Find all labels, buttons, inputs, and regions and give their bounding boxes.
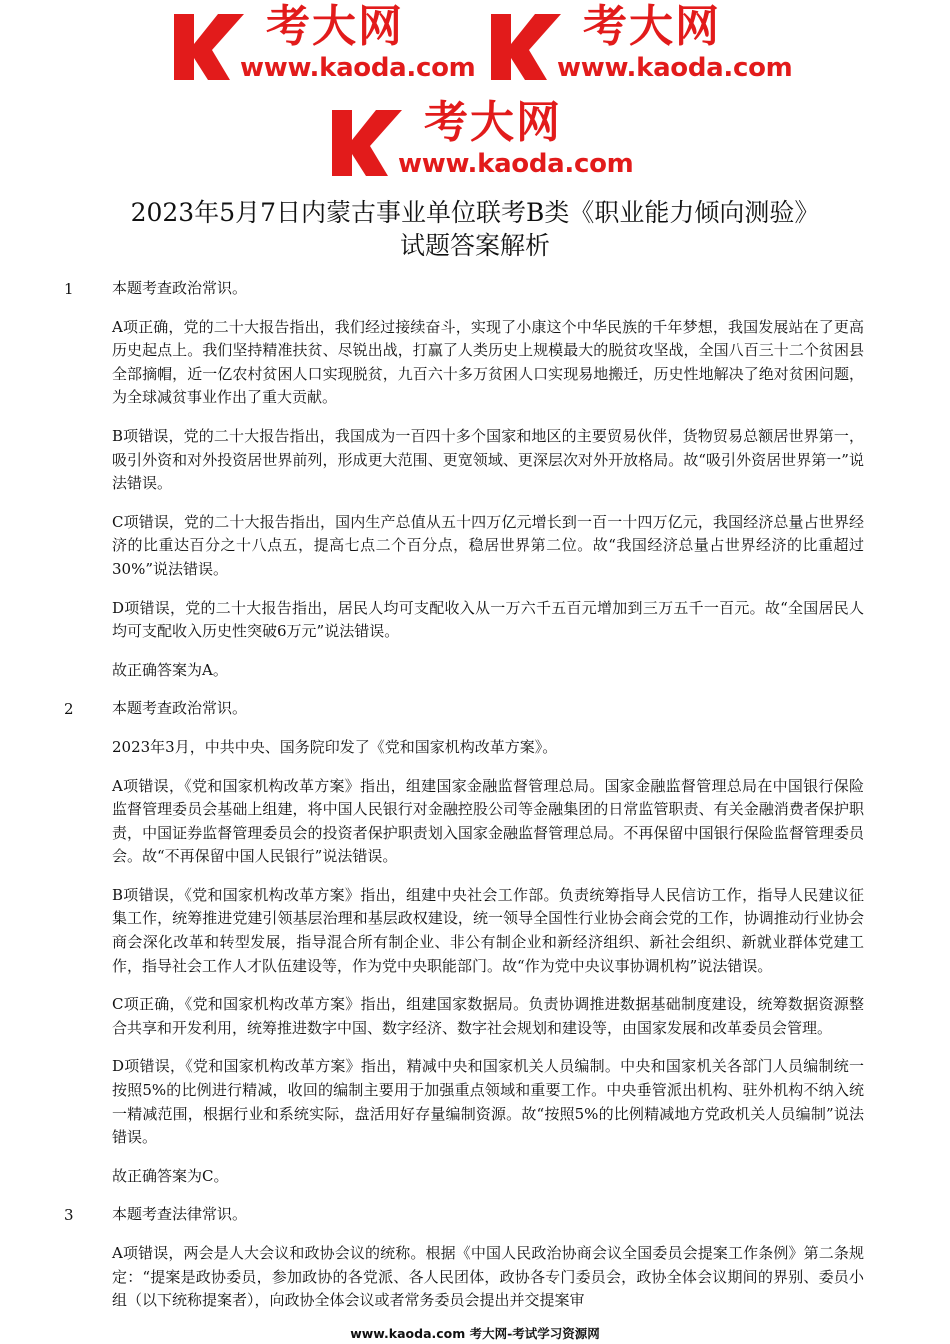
- document-subtitle: 试题答案解析: [399, 231, 550, 260]
- kaoda-logo: [330, 97, 634, 182]
- paragraph: D项错误，《党和国家机构改革方案》指出，精减中央和国家机关人员编制。中央和国家机关各部门人员编制统一按照5%的比例进行精减，收回的编制主要用于加强重点领域和重要工作。中央垂管派出机构、驻外机构不纳入统一精减范围，根据行业和系统实际，盘活用好存量编制资源。故“按照5%的比例精减地方党政机关人员编制”说法错误。: [112, 1057, 864, 1147]
- document-title: 2023年5月7日内蒙古事业单位联考B类《职业能力倾向测验》: [130, 198, 820, 227]
- paragraph: B项错误，党的二十大报告指出，我国成为一百四十多个国家和地区的主要贸易伙伴，货物贸易总额居世界第一，吸引外资和对外投资居世界前列，形成更大范围、更宽领域、更深层次对外开放格局。故“吸引外资居世界第一”说法错误。: [112, 426, 864, 493]
- kaoda-logo: [172, 1, 476, 86]
- paragraph: 故正确答案为A。: [112, 660, 228, 679]
- paragraph: D项错误，党的二十大报告指出，居民人均可支配收入从一万六千五百元增加到三万五千一百元。故“全国居民人均可支配收入历史性突破6万元”说法错误。: [112, 598, 864, 641]
- question-block: [0, 1203, 950, 1312]
- paragraph: 2023年3月，中共中央、国务院印发了《党和国家机构改革方案》。: [112, 737, 558, 756]
- logo-brand-name: 考大网: [266, 1, 404, 52]
- logo-brand-name: 考大网: [583, 1, 721, 52]
- logo-brand-url: www.kaoda.com: [398, 149, 634, 179]
- paragraph: 故正确答案为C。: [112, 1166, 229, 1185]
- question-block: [0, 697, 950, 1188]
- paragraph: A项错误，《党和国家机构改革方案》指出，组建国家金融监督管理总局。国家金融监督管理总局在中国银行保险监督管理委员会基础上组建，将中国人民银行对金融控股公司等金融集团的日常监管职责、有关金融消费者保护职责，中国证券监督管理委员会的投资者保护职责划入国家金融监督管理总局。不再保留中国银行保险监督管理委员会。故“不再保留中国人民银行”说法错误。: [112, 776, 864, 866]
- logo-brand-url: www.kaoda.com: [240, 53, 476, 83]
- paragraph: 本题考查政治常识。: [112, 279, 248, 297]
- logo-brand-name: 考大网: [424, 97, 562, 148]
- logo-brand-url: www.kaoda.com: [557, 53, 793, 83]
- question-block: [0, 277, 950, 682]
- paragraph: 本题考查政治常识。: [112, 699, 248, 718]
- paragraph: C项正确，《党和国家机构改革方案》指出，组建国家数据局。负责协调推进数据基础制度建设，统筹数据资源整合共享和开发利用，统筹推进数字中国、数字经济、数字社会规划和建设等，由国家发展和改革委员会管理。: [112, 995, 864, 1037]
- page-footer: www.kaoda.com 考大网-考试学习资源网: [350, 1326, 600, 1341]
- paragraph: A项正确，党的二十大报告指出，我们经过接续奋斗，实现了小康这个中华民族的千年梦想，我国发展站在了更高历史起点上。我们坚持精准扶贫、尽锐出战，打赢了人类历史上规模最大的脱贫攻坚战，全国八百三十二个贫困县全部摘帽，近一亿农村贫困人口实现脱贫，九百六十多万贫困人口实现易地搬迁，历史性地解决了绝对贫困问题，为全球减贫事业作出了重大贡献。: [112, 317, 864, 407]
- kaoda-logo: [489, 1, 793, 86]
- paragraph: B项错误，《党和国家机构改革方案》指出，组建中央社会工作部。负责统筹指导人民信访工作，指导人民建议征集工作，统筹推进党建引领基层治理和基层政权建设，统一领导全国性行业协会商会党的工作，协调推动行业协会商会深化改革和转型发展，指导混合所有制企业、非公有制企业和新经济组织、新社会组织、新就业群体党建工作，指导社会工作人才队伍建设等，作为党中央职能部门。故“作为党中央议事协调机构”说法错误。: [112, 885, 864, 975]
- question-number: 3: [64, 1206, 74, 1225]
- paragraph: C项错误，党的二十大报告指出，国内生产总值从五十四万亿元增长到一百一十四万亿元，我国经济总量占世界经济的比重达百分之十八点五，提高七点二个百分点，稳居世界第二位。故“我国经济总量占世界经济的比重超过30%”说法错误。: [112, 512, 864, 578]
- answer-analysis-content: [0, 262, 950, 1325]
- question-number: 2: [64, 700, 74, 719]
- question-number: 1: [64, 280, 74, 298]
- paragraph: 本题考查法律常识。: [112, 1205, 248, 1224]
- paragraph: A项错误，两会是人大会议和政协会议的统称。根据《中国人民政治协商会议全国委员会提案工作条例》第二条规定：“提案是政协委员，参加政协的各党派、各人民团体，政协各专门委员会，政协全体会议期间的界别、委员小组（以下统称提案者），向政协全体会议或者常务委员会提出并交提案审: [112, 1244, 864, 1310]
